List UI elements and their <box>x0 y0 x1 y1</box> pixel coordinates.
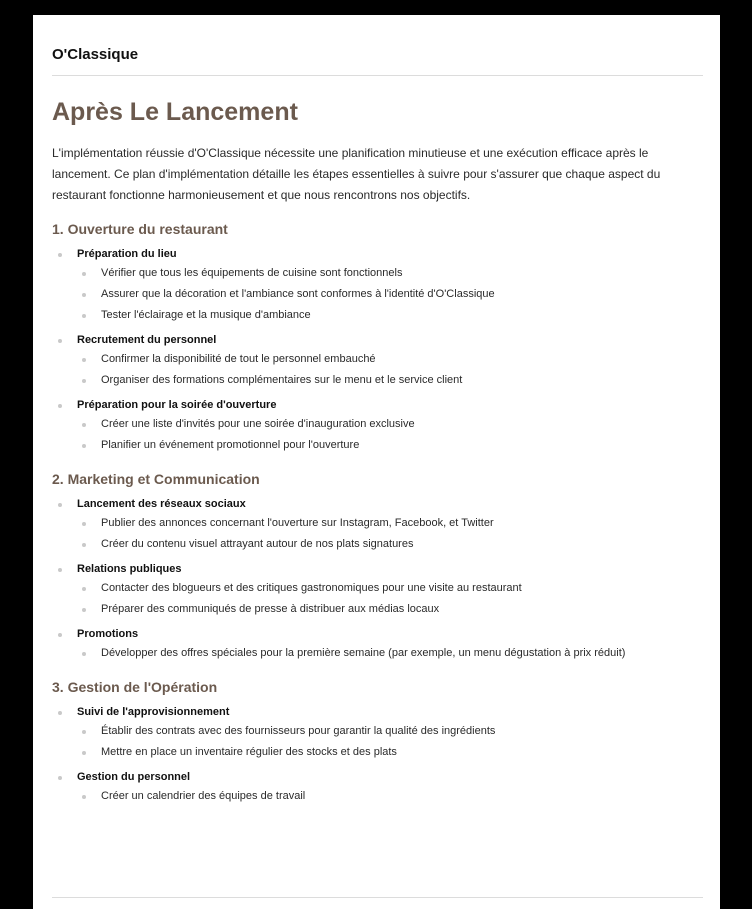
list-item-text: Tester l'éclairage et la musique d'ambiance <box>101 309 311 321</box>
list-item <box>52 513 703 534</box>
list-item <box>52 496 703 555</box>
sections-container <box>52 219 703 807</box>
bullet-icon <box>82 608 86 612</box>
sub-list <box>52 786 703 807</box>
list-item <box>52 305 703 326</box>
sub-list <box>52 578 703 620</box>
sub-list <box>52 263 703 326</box>
list-item <box>52 561 703 620</box>
list-item-text: Vérifier que tous les équipements de cuisine sont fonctionnels <box>101 267 403 279</box>
list-item <box>52 786 703 807</box>
group-label: Suivi de l'approvisionnement <box>77 706 230 718</box>
list-item <box>52 534 703 555</box>
bullet-icon <box>58 503 62 507</box>
list-item <box>52 742 703 763</box>
list-item-text: Organiser des formations complémentaires sur le menu et le service client <box>101 374 463 386</box>
list-item <box>52 370 703 391</box>
list-item <box>52 599 703 620</box>
bullet-icon <box>58 633 62 637</box>
list-item <box>52 721 703 742</box>
list-item <box>52 435 703 456</box>
section-list <box>52 704 703 807</box>
brand-name: O'Classique <box>52 15 703 76</box>
list-item-text: Planifier un événement promotionnel pour l'ouverture <box>101 439 360 451</box>
group-heading <box>52 496 703 513</box>
sub-list <box>52 721 703 763</box>
list-item <box>52 332 703 391</box>
list-item <box>52 704 703 763</box>
bullet-icon <box>58 711 62 715</box>
list-item <box>52 414 703 435</box>
group-label: Lancement des réseaux sociaux <box>77 498 246 510</box>
section-list <box>52 496 703 664</box>
bullet-icon <box>58 253 62 257</box>
intro-paragraph: L'implémentation réussie d'O'Classique nécessite une planification minutieuse et une exécution efficace après le lancement. Ce plan d'implémentation détaille les étapes essentielles à suivre pour s'assurer que chaque aspect du restaurant fonctionne harmonieusement et que nous rencontrons nos objectifs. <box>52 146 661 202</box>
list-item <box>52 578 703 599</box>
list-item <box>52 349 703 370</box>
group-heading <box>52 397 703 414</box>
bullet-icon <box>82 652 86 656</box>
document-page <box>33 15 720 909</box>
list-item-text: Créer un calendrier des équipes de travail <box>101 790 306 802</box>
group-label: Relations publiques <box>77 563 182 575</box>
list-item <box>52 626 703 664</box>
list-item-text: Assurer que la décoration et l'ambiance sont conformes à l'identité d'O'Classique <box>101 288 495 300</box>
group-heading <box>52 561 703 578</box>
list-item-text: Confirmer la disponibilité de tout le personnel embauché <box>101 353 376 365</box>
bullet-icon <box>82 751 86 755</box>
list-item-text: Établir des contrats avec des fournisseurs pour garantir la qualité des ingrédients <box>101 725 496 737</box>
bullet-icon <box>82 795 86 799</box>
bullet-icon <box>82 730 86 734</box>
group-label: Promotions <box>77 628 139 640</box>
bullet-icon <box>82 379 86 383</box>
bullet-icon <box>82 423 86 427</box>
list-item-text: Développer des offres spéciales pour la première semaine (par exemple, un menu dégustation à prix réduit) <box>101 647 626 659</box>
group-heading <box>52 332 703 349</box>
group-heading <box>52 626 703 643</box>
list-item <box>52 769 703 807</box>
list-item <box>52 284 703 305</box>
bullet-icon <box>82 272 86 276</box>
section-heading: 1. Ouverture du restaurant <box>52 221 228 237</box>
bullet-icon <box>58 776 62 780</box>
list-item <box>52 643 703 664</box>
list-item <box>52 246 703 326</box>
group-heading <box>52 769 703 786</box>
bullet-icon <box>82 444 86 448</box>
sub-list <box>52 513 703 555</box>
group-label: Préparation du lieu <box>77 248 177 260</box>
list-item-text: Publier des annonces concernant l'ouverture sur Instagram, Facebook, et Twitter <box>101 517 494 529</box>
list-item-text: Créer une liste d'invités pour une soirée d'inauguration exclusive <box>101 418 415 430</box>
sub-list <box>52 349 703 391</box>
group-label: Préparation pour la soirée d'ouverture <box>77 399 277 411</box>
bullet-icon <box>82 522 86 526</box>
list-item-text: Préparer des communiqués de presse à distribuer aux médias locaux <box>101 603 440 615</box>
section-heading: 2. Marketing et Communication <box>52 471 260 487</box>
page-title: Après Le Lancement <box>52 98 298 126</box>
sub-list <box>52 643 703 664</box>
bullet-icon <box>82 314 86 318</box>
footer-divider <box>52 897 703 898</box>
list-item-text: Mettre en place un inventaire régulier des stocks et des plats <box>101 746 397 758</box>
bullet-icon <box>58 404 62 408</box>
bullet-icon <box>82 543 86 547</box>
list-item <box>52 397 703 456</box>
group-heading <box>52 246 703 263</box>
group-heading <box>52 704 703 721</box>
bullet-icon <box>58 568 62 572</box>
bullet-icon <box>82 358 86 362</box>
group-label: Recrutement du personnel <box>77 334 217 346</box>
sub-list <box>52 414 703 456</box>
bullet-icon <box>82 587 86 591</box>
section-list <box>52 246 703 456</box>
group-label: Gestion du personnel <box>77 771 191 783</box>
section-heading: 3. Gestion de l'Opération <box>52 679 218 695</box>
list-item-text: Créer du contenu visuel attrayant autour de nos plats signatures <box>101 538 414 550</box>
bullet-icon <box>82 293 86 297</box>
bullet-icon <box>58 339 62 343</box>
list-item <box>52 263 703 284</box>
list-item-text: Contacter des blogueurs et des critiques gastronomiques pour une visite au restaurant <box>101 582 522 594</box>
